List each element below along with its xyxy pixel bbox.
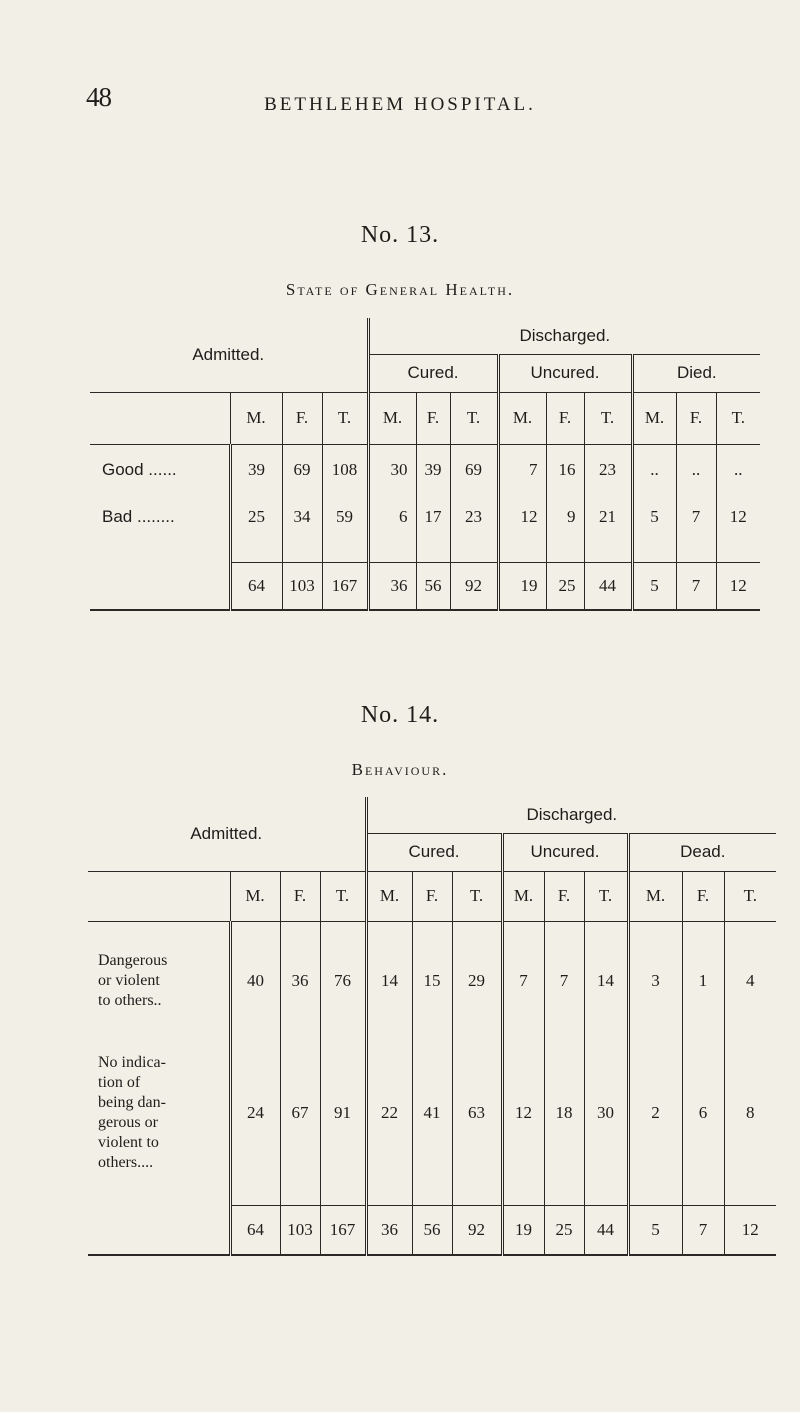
row-label: [88, 921, 230, 1041]
row-label: [88, 1041, 230, 1185]
column-header: T.: [584, 392, 632, 444]
cell: 2: [628, 1041, 682, 1185]
cell: 39: [416, 444, 450, 496]
table-14: [88, 797, 776, 1256]
total-cell: 103: [282, 562, 322, 610]
cell: 25: [230, 496, 282, 538]
discharged-header: Discharged.: [366, 797, 776, 833]
admitted-header: Admitted.: [190, 823, 263, 843]
total-cell: 44: [584, 562, 632, 610]
total-cell: 12: [716, 562, 760, 610]
cell: 18: [544, 1041, 584, 1185]
cell: 40: [230, 921, 280, 1041]
cell: ..: [632, 444, 676, 496]
group-header-died: Died.: [632, 354, 760, 392]
total-cell: 103: [280, 1205, 320, 1255]
total-cell: 44: [584, 1205, 628, 1255]
column-header: F.: [412, 871, 452, 921]
total-cell: 36: [366, 1205, 412, 1255]
row-label: Bad ........: [102, 507, 175, 526]
total-cell: 92: [452, 1205, 502, 1255]
cell: 16: [546, 444, 584, 496]
cell: 7: [502, 921, 544, 1041]
cell: 36: [280, 921, 320, 1041]
column-header: F.: [416, 392, 450, 444]
cell: 23: [584, 444, 632, 496]
cell: 34: [282, 496, 322, 538]
total-cell: 7: [676, 562, 716, 610]
table-row: [88, 1041, 776, 1185]
cell: 24: [230, 1041, 280, 1185]
table-14-title: Behaviour.: [351, 760, 449, 779]
totals-row: [90, 562, 760, 610]
column-header: T.: [584, 871, 628, 921]
total-cell: 56: [416, 562, 450, 610]
cell: 7: [676, 496, 716, 538]
total-cell: 25: [546, 562, 584, 610]
column-header: M.: [502, 871, 544, 921]
group-header-uncured: Uncured.: [502, 833, 628, 871]
cell: 59: [322, 496, 368, 538]
cell: 30: [368, 444, 416, 496]
group-header-cured: Cured.: [368, 354, 498, 392]
cell: 1: [682, 921, 724, 1041]
cell: 4: [724, 921, 776, 1041]
total-cell: 56: [412, 1205, 452, 1255]
column-header: F.: [280, 871, 320, 921]
cell: 3: [628, 921, 682, 1041]
cell: 22: [366, 1041, 412, 1185]
total-cell: 5: [628, 1205, 682, 1255]
total-cell: 64: [230, 562, 282, 610]
cell: 12: [498, 496, 546, 538]
column-header: F.: [282, 392, 322, 444]
cell: 69: [450, 444, 498, 496]
column-header: F.: [682, 871, 724, 921]
cell: 15: [412, 921, 452, 1041]
cell: 6: [368, 496, 416, 538]
cell: 108: [322, 444, 368, 496]
column-header-blank: [88, 871, 230, 921]
column-header: T.: [450, 392, 498, 444]
admitted-header: Admitted.: [192, 344, 265, 364]
cell: 30: [584, 1041, 628, 1185]
total-cell: 167: [320, 1205, 366, 1255]
cell: 76: [320, 921, 366, 1041]
group-header-dead: Dead.: [628, 833, 776, 871]
discharged-header: Discharged.: [368, 318, 760, 354]
cell: 23: [450, 496, 498, 538]
column-header: F.: [544, 871, 584, 921]
table-14-number: No. 14.: [360, 702, 440, 728]
column-header: M.: [230, 392, 282, 444]
table-row: [88, 921, 776, 1041]
group-header-uncured: Uncured.: [498, 354, 632, 392]
cell: 69: [282, 444, 322, 496]
column-header: F.: [676, 392, 716, 444]
column-header: F.: [546, 392, 584, 444]
cell: 17: [416, 496, 450, 538]
page-number: 48: [86, 82, 111, 112]
column-header: M.: [632, 392, 676, 444]
cell: 12: [716, 496, 760, 538]
column-header: T.: [716, 392, 760, 444]
total-cell: 36: [368, 562, 416, 610]
table-13: [90, 318, 760, 611]
group-header-cured: Cured.: [366, 833, 502, 871]
cell: 7: [498, 444, 546, 496]
cell: 29: [452, 921, 502, 1041]
column-header: M.: [498, 392, 546, 444]
row-label: Good ......: [102, 460, 177, 480]
column-header: T.: [724, 871, 776, 921]
total-cell: 64: [230, 1205, 280, 1255]
cell: 5: [632, 496, 676, 538]
column-header-blank: [90, 392, 230, 444]
column-header: T.: [322, 392, 368, 444]
column-header: T.: [452, 871, 502, 921]
cell: 9: [546, 496, 584, 538]
cell: 39: [230, 444, 282, 496]
table-13-number: No. 13.: [360, 222, 440, 248]
row-label-text: Dangerous or violent to others..: [98, 952, 168, 1010]
total-cell: 7: [682, 1205, 724, 1255]
totals-row: [88, 1205, 776, 1255]
total-cell: 92: [450, 562, 498, 610]
cell: 6: [682, 1041, 724, 1185]
row-label-text: No indica- tion of being dan- gerous or violent to others....: [98, 1054, 166, 1171]
cell: 21: [584, 496, 632, 538]
cell: 12: [502, 1041, 544, 1185]
column-header: M.: [230, 871, 280, 921]
cell: ..: [676, 444, 716, 496]
running-head: BETHLEHEM HOSPITAL.: [264, 94, 536, 115]
cell: 91: [320, 1041, 366, 1185]
total-cell: 5: [632, 562, 676, 610]
cell: 14: [584, 921, 628, 1041]
column-header: T.: [320, 871, 366, 921]
cell: 14: [366, 921, 412, 1041]
column-header: M.: [368, 392, 416, 444]
cell: 8: [724, 1041, 776, 1185]
cell: 67: [280, 1041, 320, 1185]
cell: 41: [412, 1041, 452, 1185]
total-cell: 25: [544, 1205, 584, 1255]
column-header: M.: [366, 871, 412, 921]
cell: 63: [452, 1041, 502, 1185]
total-cell: 12: [724, 1205, 776, 1255]
table-row: [90, 444, 760, 496]
total-cell: 19: [502, 1205, 544, 1255]
column-header: M.: [628, 871, 682, 921]
cell: ..: [716, 444, 760, 496]
table-row: [90, 496, 760, 538]
total-cell: 167: [322, 562, 368, 610]
cell: 7: [544, 921, 584, 1041]
total-cell: 19: [498, 562, 546, 610]
table-13-title: State of General Health.: [285, 280, 515, 299]
